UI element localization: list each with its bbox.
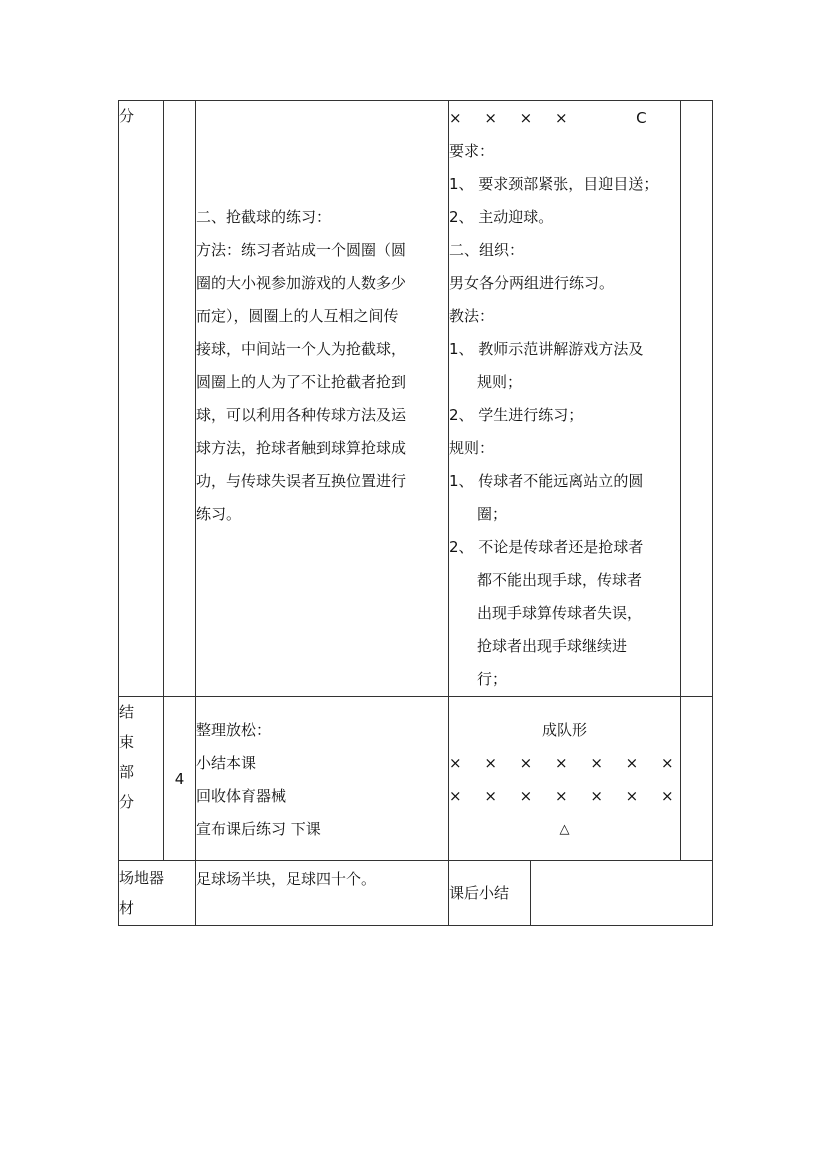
practice-row xyxy=(119,101,713,697)
summary-label-cell xyxy=(449,861,531,926)
section-char: 束 xyxy=(119,733,135,751)
requirement-item: 1、 要求颈部紧张，目迎目送； xyxy=(449,175,659,193)
section-char: 分 xyxy=(119,793,135,811)
method-line: 球，可以利用各种传球方法及运 xyxy=(196,406,407,424)
notes-cell xyxy=(681,697,713,861)
section-char: 部 xyxy=(119,763,135,781)
method-line: 练习。 xyxy=(196,505,242,523)
summary-label: 课后小结 xyxy=(449,883,510,902)
formation-row: × × × × × × × xyxy=(449,754,683,772)
teaching-item: 1、 教师示范讲解游戏方法及 xyxy=(449,340,644,358)
organization-text: 男女各分两组进行练习。 xyxy=(449,274,615,292)
rule-item: 1、 传球者不能远离站立的圆 xyxy=(449,472,644,490)
requirements-label: 要求： xyxy=(449,142,495,160)
method-line: 而定），圆圈上的人互相之间传 xyxy=(196,307,399,325)
teaching-label: 教法： xyxy=(449,307,495,325)
section-cell xyxy=(119,101,164,697)
equipment-row xyxy=(119,861,713,926)
content-cell xyxy=(196,101,449,697)
formation-marks: × × × × xyxy=(449,109,577,127)
notes-cell xyxy=(681,101,713,697)
equipment-cell xyxy=(196,861,449,926)
teaching-item: 2、 学生进行练习； xyxy=(449,406,584,424)
content-line: 小结本课 xyxy=(196,754,257,772)
requirement-item: 2、 主动迎球。 xyxy=(449,208,554,226)
equipment-label: 场地器 xyxy=(119,869,165,887)
content-cell xyxy=(196,697,449,861)
method-line: 接球，中间站一个人为抢截球， xyxy=(196,340,407,358)
ending-row xyxy=(119,697,713,861)
formation-line xyxy=(449,102,680,135)
formation-letter: C xyxy=(636,109,647,127)
equipment-text: 足球场半块，足球四十个。 xyxy=(196,870,377,888)
teaching-item-cont: 规则； xyxy=(477,373,523,391)
content-line: 整理放松： xyxy=(196,721,272,739)
lesson-plan-table xyxy=(118,100,713,926)
section-label: 分 xyxy=(119,107,135,125)
method-line: 方法：练习者站成一个圆圈（圆 xyxy=(196,241,407,259)
teacher-mark: △ xyxy=(559,822,570,837)
rule-item: 2、 不论是传球者还是抢球者 xyxy=(449,538,644,556)
summary-value-cell xyxy=(531,861,713,926)
formation-title: 成队形 xyxy=(542,721,588,739)
rule-item-cont: 出现手球算传球者失误， xyxy=(477,604,643,622)
rules-label: 规则： xyxy=(449,439,495,457)
equipment-label-cont: 材 xyxy=(119,899,135,917)
method-line: 功，与传球失误者互换位置进行 xyxy=(196,472,407,490)
organization-cell xyxy=(449,101,681,697)
minutes-cell xyxy=(164,101,196,697)
practice-title: 二、抢截球的练习： xyxy=(196,208,332,226)
minutes-value: 4 xyxy=(174,769,185,788)
section-char: 结 xyxy=(119,703,135,721)
section-cell xyxy=(119,697,164,861)
rule-item-cont: 圈； xyxy=(477,505,508,523)
method-line: 球方法，抢球者触到球算抢球成 xyxy=(196,439,407,457)
formation-row: × × × × × × × xyxy=(449,787,683,805)
organization-label: 二、组织： xyxy=(449,241,525,259)
rule-item-cont: 抢球者出现手球继续进 xyxy=(477,637,628,655)
minutes-cell xyxy=(164,697,196,861)
content-line: 宣布课后练习 下课 xyxy=(196,820,321,838)
method-line: 圆圈上的人为了不让抢截者抢到 xyxy=(196,373,407,391)
content-line: 回收体育器械 xyxy=(196,787,287,805)
equipment-label-cell xyxy=(119,861,196,926)
formation-cell xyxy=(449,697,681,861)
method-line: 圈的大小视参加游戏的人数多少 xyxy=(196,274,407,292)
rule-item-cont: 都不能出现手球，传球者 xyxy=(477,571,643,589)
rule-item-cont: 行； xyxy=(477,670,508,688)
